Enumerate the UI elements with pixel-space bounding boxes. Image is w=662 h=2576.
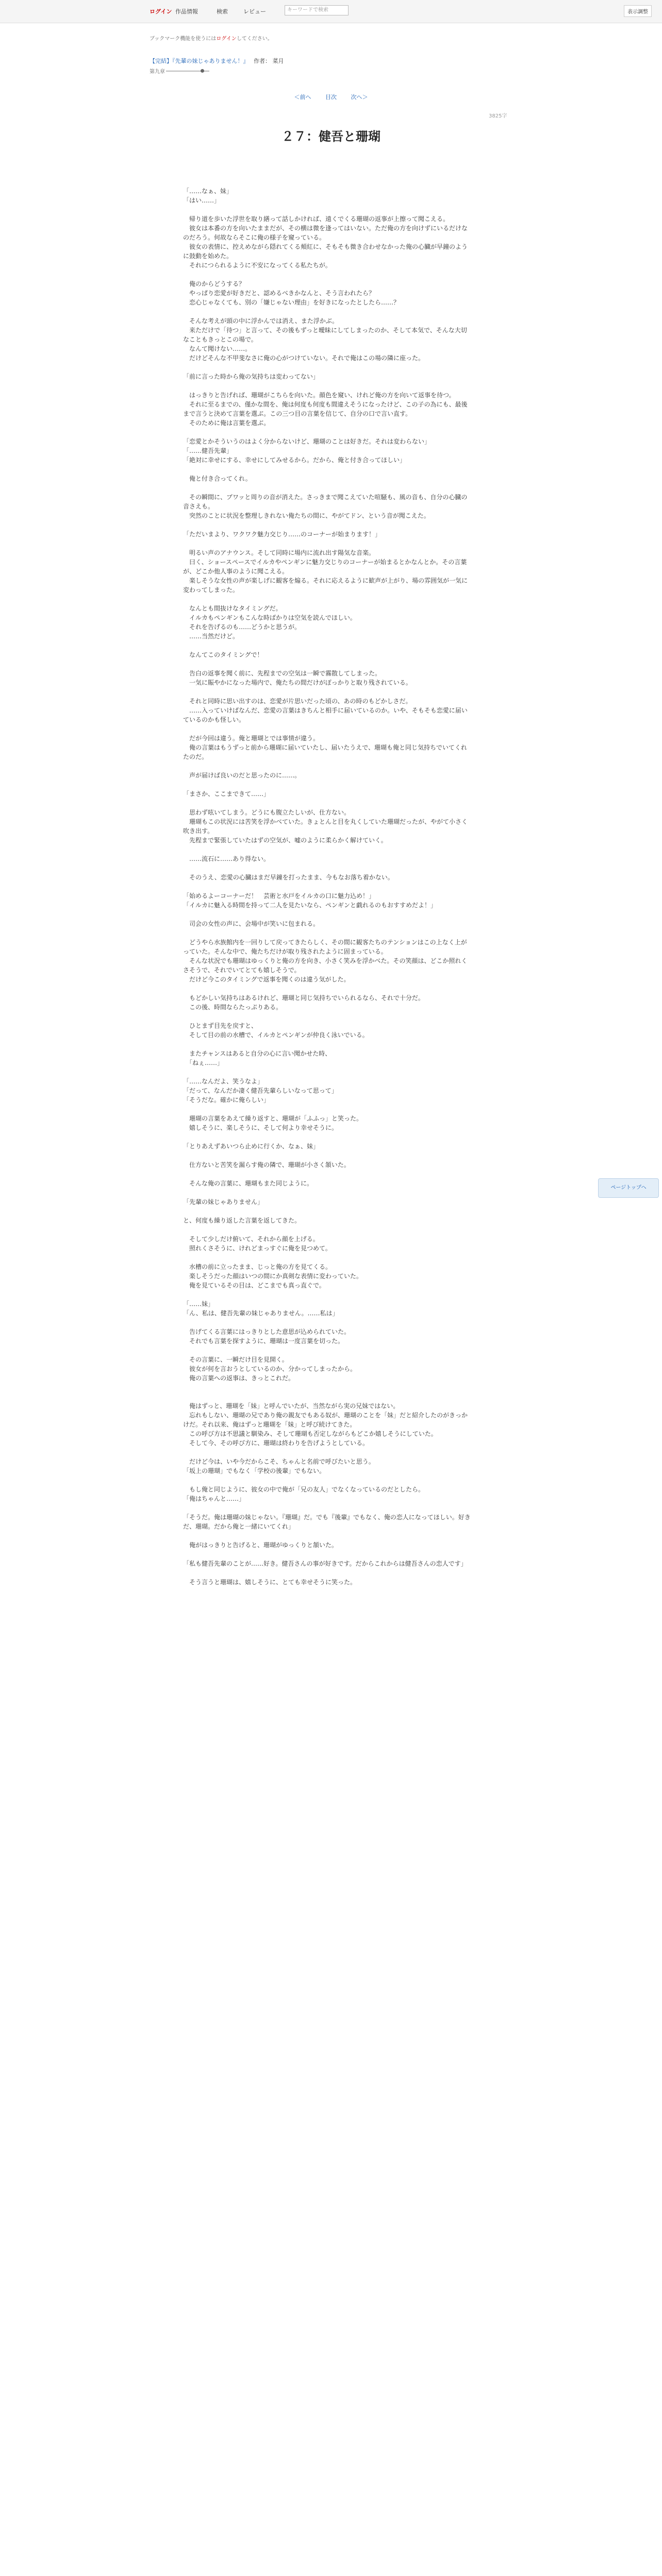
body-paragraph [183, 1318, 472, 1327]
body-paragraph: そう言うと珊瑚は、嬉しそうに、とても幸せそうに笑った。 [183, 1579, 357, 1586]
body-paragraph [183, 1346, 472, 1355]
body-paragraph [183, 984, 472, 993]
body-paragraph: その瞬間に、ブワッと周りの音が消えた。さっきまで聞こえていた喧騒も、風の音も、自分の心臓の音さえも。 [183, 494, 468, 510]
body-paragraph: 「そうだ。俺は珊瑚の妹じゃない。『珊瑚』だ。でも『後輩』でもなく、俺の恋人になってほしい。好きだ、珊瑚。だから俺と一緒にいてくれ」 [183, 1514, 471, 1530]
body-paragraph [183, 539, 472, 548]
body-paragraph [183, 882, 472, 891]
work-title-link[interactable]: 【完結】『先輩の妹じゃありません！』 [150, 58, 249, 64]
body-paragraph: そのために俺は言葉を選ぶ。 [183, 419, 270, 427]
body-paragraph: 「……妹」 [183, 1300, 214, 1308]
body-paragraph [183, 799, 472, 808]
reading-progress-knob [201, 69, 204, 73]
body-paragraph: 「絶対に幸せにする、幸せにしてみせるから。だから、俺と付き合ってほしい」 [183, 456, 406, 464]
body-paragraph [183, 483, 472, 493]
chapter-title: ２７：健吾と珊瑚 [282, 129, 380, 144]
body-paragraph: 「ただいまより、ワクワク魅力交じり……のコーナーが始まります！」 [183, 531, 382, 538]
body-paragraph [183, 1290, 472, 1299]
body-paragraph: だけど今は、いや今だからこそ、ちゃんと名前で呼びたいと思う。 [183, 1458, 375, 1465]
body-paragraph [183, 1170, 472, 1179]
body-paragraph [183, 780, 472, 789]
body-paragraph: イルカもペンギンもこんな時ばかりは空気を読んでほしい。 [183, 614, 356, 621]
chapter-number: 第九章 [150, 69, 165, 75]
body-paragraph [183, 928, 472, 938]
body-paragraph: そして目の前の水槽で、イルカとペンギンが仲良く泳いでいる。 [183, 1031, 369, 1039]
body-paragraph [183, 761, 472, 771]
body-paragraph [183, 845, 472, 854]
body-paragraph: 忘れもしない、珊瑚の兄であり俺の親友でもある奴が、珊瑚のことを「妹」だと紹介したのがきっかけだ。それ以来、俺はずっと珊瑚を「妹」と呼び続けてきた。 [183, 1412, 468, 1428]
body-paragraph [183, 687, 472, 697]
body-paragraph: だけどそんな不甲斐なさに俺の心がつけていない。それで俺はこの場の隣に座った。 [183, 354, 425, 362]
body-paragraph: そんな考えが頭の中に浮かんでは消え、また浮かぶ。 [183, 317, 338, 325]
body-paragraph [183, 1550, 472, 1559]
body-paragraph [183, 1188, 472, 1197]
body-paragraph: 「まさか、ここまできて……」 [183, 790, 270, 798]
body-paragraph: それに至るまでの、僅かな間を、俺は何度も何度も間違えそうになったけど、この子の為にも、最後まで言うと決めて言葉を選ぶ。この三つ目の言葉を信じて、自分の口で言い直す。 [183, 401, 468, 417]
body-paragraph: だが今回は違う。俺と珊瑚とでは事情が違う。 [183, 735, 320, 742]
body-paragraph: 「そうだな。確かに俺らしい」 [183, 1096, 270, 1104]
body-paragraph: もどかしい気持ちはあるけれど、珊瑚と同じ気持ちでいられるなら、それで十分だ。 [183, 994, 424, 1002]
body-paragraph [183, 270, 472, 279]
body-paragraph: なんて聞けない……。 [183, 345, 252, 352]
body-paragraph: 「イルカに魅入る時間を持って二人を見たいなら、ペンギンと戯れるのもおすすめだよ！」 [183, 902, 437, 909]
body-paragraph: そのうえ、恋愛の心臓はまだ早鐘を打ったまま、今もなお落ち着かない。 [183, 874, 394, 881]
body-paragraph: この後、時間ならたっぷりある。 [183, 1004, 283, 1011]
body-paragraph: 嬉しそうに、楽しそうに、そして何より幸せそうに。 [183, 1124, 338, 1131]
body-paragraph: 「恋愛とかそういうのはよく分からないけど、珊瑚のことは好きだ。それは変わらない」 [183, 438, 431, 445]
body-paragraph: それでも言葉を探すように、珊瑚は一度言葉を切った。 [183, 1337, 344, 1345]
body-paragraph: 帰り道を歩いた浮世を取り繕って話しかければ、遠くでくる珊瑚の返事が上擦って聞こえる。 [183, 215, 450, 223]
body-paragraph: はっきりと告げれば、珊瑚がこちらを向いた。顔色を窺い、けれど俺の方を向いて返事を待つ。 [183, 392, 455, 399]
body-paragraph: 彼女の表情に、控えめながら隠れてくる頬紅に、そもそも微き合わせなかった俺の心臓が早鐘のように鼓動を始めた。 [183, 243, 468, 260]
body-paragraph: それと同時に思い出すのは、恋愛が片思いだった頃の、あの時のもどかしさだ。 [183, 698, 412, 705]
body-paragraph: 告げてくる言葉にはっきりとした意思が込められていた。 [183, 1328, 351, 1335]
body-paragraph: やっぱり恋愛が好きだと、認めるべきかなんと、そう言われたら？ [183, 290, 375, 297]
body-paragraph [183, 724, 472, 734]
body-paragraph [183, 1225, 472, 1234]
chapter-pager [0, 93, 662, 101]
body-paragraph: 俺がはっきりと告げると、珊瑚がゆっくりと頷いた。 [183, 1541, 338, 1549]
body-paragraph [183, 205, 472, 214]
body-paragraph [183, 1531, 472, 1540]
body-paragraph: 楽しそうだった顔はいつの間にか真剣な表情に変わっていた。 [183, 1273, 362, 1280]
body-paragraph: 「先輩の妹じゃありません」 [183, 1198, 264, 1206]
body-paragraph [183, 1383, 472, 1392]
body-paragraph: この呼び方は不思議と馴染み、そして珊瑚も否定しながらもどこか嬉しそうにしていた。 [183, 1430, 437, 1437]
body-paragraph: 水槽の前に立ったまま、じっと俺の方を見てくる。 [183, 1263, 332, 1270]
body-paragraph [183, 595, 472, 604]
body-paragraph: だけど今このタイミングで返事を聞くのは違う気がした。 [183, 976, 350, 983]
body-paragraph: 「坂上の珊瑚」でもなく「学校の後輩」でもない。 [183, 1467, 326, 1475]
body-paragraph [183, 1040, 472, 1049]
word-count: 3825字 [489, 113, 507, 119]
body-paragraph: またチャンスはあると自分の心に言い聞かせた時、 [183, 1050, 332, 1057]
prev-chapter-link[interactable]: ＜前へ [294, 94, 311, 100]
body-paragraph: 「前に言った時から俺の気持ちは変わってない」 [183, 373, 319, 380]
body-paragraph: なんとも間抜けなタイミングだ。 [183, 605, 282, 612]
body-paragraph: そんな俺の言葉に、珊瑚もまた同じように。 [183, 1180, 313, 1187]
body-paragraph: 恋心じゃなくても、別の「嫌じゃない理由」を好きになったとしたら……？ [183, 299, 400, 306]
body-paragraph: 「俺はちゃんと……」 [183, 1495, 245, 1502]
body-paragraph [183, 428, 472, 437]
body-paragraph: 「ん、私は、健吾先輩の妹じゃありません。……私は」 [183, 1310, 339, 1317]
body-paragraph: 曰く、ショースペースでイルカやペンギンに魅力交じりのコーナーが始まるとかなんとか。その言葉が、どこか他人事のように聞こえる。 [183, 558, 467, 575]
body-paragraph: 「始めるよーコーナーだ！ 芸術と水戸をイルカの口に魅力込め！」 [183, 892, 375, 900]
body-paragraph [183, 520, 472, 530]
top-nav-bar [0, 0, 662, 23]
body-paragraph: 俺のからどうする？ [183, 280, 245, 287]
body-paragraph [183, 307, 472, 316]
body-paragraph: 「……なんだよ、笑うなよ」 [183, 1078, 264, 1085]
body-paragraph: 「とりあえずあいつら止めに行くか、なぁ、妹」 [183, 1143, 320, 1150]
body-paragraph: その言葉に、一瞬だけ目を見開く。 [183, 1356, 288, 1363]
body-paragraph [183, 910, 472, 919]
body-paragraph [183, 465, 472, 474]
body-paragraph [183, 863, 472, 873]
body-paragraph: 声が届けば良いのだと思ったのに……。 [183, 772, 301, 779]
next-chapter-link[interactable]: 次へ＞ [351, 94, 368, 100]
body-paragraph [183, 1392, 472, 1401]
display-settings-button[interactable]: 表示調整 [624, 5, 652, 17]
body-paragraph [183, 1568, 472, 1578]
body-paragraph: それにつられるように不安になってくる私たちが。 [183, 262, 332, 269]
body-paragraph: それを告げるのも……どうかと思うが。 [183, 623, 301, 631]
body-paragraph: そして少しだけ俯いて、それから顔を上げる。 [183, 1235, 319, 1243]
body-paragraph: どうやら水族館内を一回りして戻ってきたらしく、その間に観客たちのテンションはこの上なく上がっていた。そんな中で、俺たちだけが取り残されたように固まっている。 [183, 939, 467, 955]
body-paragraph [183, 1105, 472, 1114]
notice-prefix: ブックマーク機能を使うには [150, 36, 217, 42]
body-paragraph: 一気に賑やかになった場内で、俺たちの間だけがぽっかりと取り残されている。 [183, 679, 412, 686]
body-paragraph: 「だって、なんだか凄く健吾先輩らしいなって思って」 [183, 1087, 338, 1094]
body-paragraph: 「……なぁ、妹」 [183, 188, 233, 195]
bookmark-notice [150, 34, 273, 42]
body-paragraph [183, 1476, 472, 1485]
body-paragraph: 俺と付き合ってくれ。 [183, 475, 252, 482]
toc-link[interactable]: 目次 [325, 94, 337, 100]
nav-search[interactable]: 検索 [217, 8, 228, 15]
body-paragraph: と、何度も繰り返した言葉を返してきた。 [183, 1217, 301, 1224]
body-paragraph [183, 1151, 472, 1160]
body-paragraph [183, 381, 472, 391]
body-paragraph: 仕方ないと苦笑を漏らす俺の隣で、珊瑚が小さく頷いた。 [183, 1161, 350, 1168]
body-paragraph: 「私も健吾先輩のことが……好き。健吾さんの事が好きです。だからこれからは健吾さんの恋人です」 [183, 1560, 467, 1567]
body-paragraph [183, 1132, 472, 1142]
search-input[interactable]: キーワードで検索 [285, 5, 349, 15]
body-paragraph: 司会の女性の声に、会場中が笑いに包まれる。 [183, 920, 320, 927]
body-paragraph [183, 1207, 472, 1216]
body-paragraph: もし俺と同じように、彼女の中で俺が「兄の友人」でなくなっているのだとしたら。 [183, 1486, 425, 1493]
body-paragraph [183, 1448, 472, 1457]
body-paragraph: 突然のことに状況を整理しきれない俺たちの間に、やがてドン、という音が聞こえた。 [183, 512, 430, 519]
notice-login-link[interactable]: ログイン [216, 36, 237, 42]
body-paragraph [183, 1067, 472, 1077]
body-paragraph: 彼女は本番の方を向いたままだが、その横は微を逢ってはいない。ただ俺の方を向けずにいるだけなのだろう。何故ならそこに俺の様子を窺っている。 [183, 225, 468, 241]
body-paragraph: そんな状況でも珊瑚はゆっくりと俺の方を向き、小さく笑みを浮かべた。その笑顔は、どこか照れくさそうで、それでいてとても嬉しそうで。 [183, 957, 468, 974]
page-top-button[interactable]: ページトップへ [598, 1178, 659, 1198]
body-paragraph: 先程まで緊張していたはずの空気が、嘘のように柔らかく解けていく。 [183, 837, 387, 844]
body-paragraph: 楽しそうな女性の声が楽しげに観客を煽る。それに応えるように歓声が上がり、場の雰囲気が一気に変わってしまった。 [183, 577, 468, 594]
body-paragraph: ……入っていけばなんだ、恋愛の言葉はきちんと相手に届いているのか。いや、そもそも恋愛に届いているのかも怪しい。 [183, 707, 468, 723]
body-paragraph: なんてこのタイミングで！ [183, 651, 263, 658]
body-paragraph: 「はい……」 [183, 197, 221, 204]
body-paragraph: 彼女が何を言おうとしているのか、分かってしまったから。 [183, 1365, 357, 1372]
nav-review[interactable]: レビュー [243, 8, 266, 15]
body-paragraph: ……流石に……あり得ない。 [183, 855, 270, 862]
body-paragraph: ……当然だけど。 [183, 633, 239, 640]
body-paragraph: 俺はずっと、珊瑚を「妹」と呼んでいたが、当然ながら実の兄妹ではない。 [183, 1402, 400, 1410]
body-paragraph [183, 1503, 472, 1513]
author-name: 作者： 菜月 [254, 58, 284, 64]
body-paragraph [183, 1253, 472, 1262]
body-paragraph: 明るい声のアナウンス。そして同時に場内に流れ出す陽気な音楽。 [183, 549, 375, 556]
login-link[interactable]: ログイン [150, 8, 172, 15]
body-paragraph: 告白の返事を聞く前に、先程までの空気は一瞬で霧散してしまった。 [183, 670, 382, 677]
body-paragraph [183, 1012, 472, 1021]
body-paragraph: 思わず呟いてしまう。どうにも腹立たしいが、仕方ない。 [183, 809, 351, 816]
work-info [150, 57, 284, 65]
reading-progress-bar [166, 71, 209, 72]
body-paragraph: 来ただけで「待つ」と言って、その後もずっと曖昧にしてしまったのか、そして本気で、そんな大切なこともきっとこの場で。 [183, 327, 467, 343]
body-paragraph [183, 363, 472, 372]
body-paragraph: 珊瑚もこの状況には苦笑を浮かべていた。きょとんと目を丸くしていた珊瑚だったが、やがて小さく吹き出す。 [183, 818, 468, 835]
body-paragraph: 珊瑚の言葉をあえて繰り返すと、珊瑚が「ふふっ」と笑った。 [183, 1115, 363, 1122]
body-paragraph: そして今、その呼び方に、珊瑚は終わりを告げようとしている。 [183, 1439, 369, 1447]
body-paragraph: 「ねぇ……」 [183, 1059, 224, 1066]
body-paragraph: 照れくさそうに、けれどまっすぐに俺を見つめて。 [183, 1245, 332, 1252]
body-paragraph: ひとまず目先を戻すと、 [183, 1022, 258, 1029]
chapter-body [183, 187, 472, 1587]
nav-work-info[interactable]: 作品情報 [175, 8, 198, 15]
body-paragraph: 俺を見ているその目は、どこまでも真っ直ぐで。 [183, 1282, 325, 1289]
body-paragraph: 俺の言葉はもうずっと前から珊瑚に届いていたし、届いたうえで、珊瑚も俺と同じ気持ちでいてくれたのだ。 [183, 744, 467, 760]
body-paragraph: 「……健吾先輩」 [183, 447, 233, 454]
body-paragraph: 俺の言葉への返事は、きっとこれだ。 [183, 1375, 295, 1382]
body-paragraph [183, 659, 472, 669]
notice-suffix: してください。 [236, 36, 273, 42]
body-paragraph [183, 641, 472, 650]
